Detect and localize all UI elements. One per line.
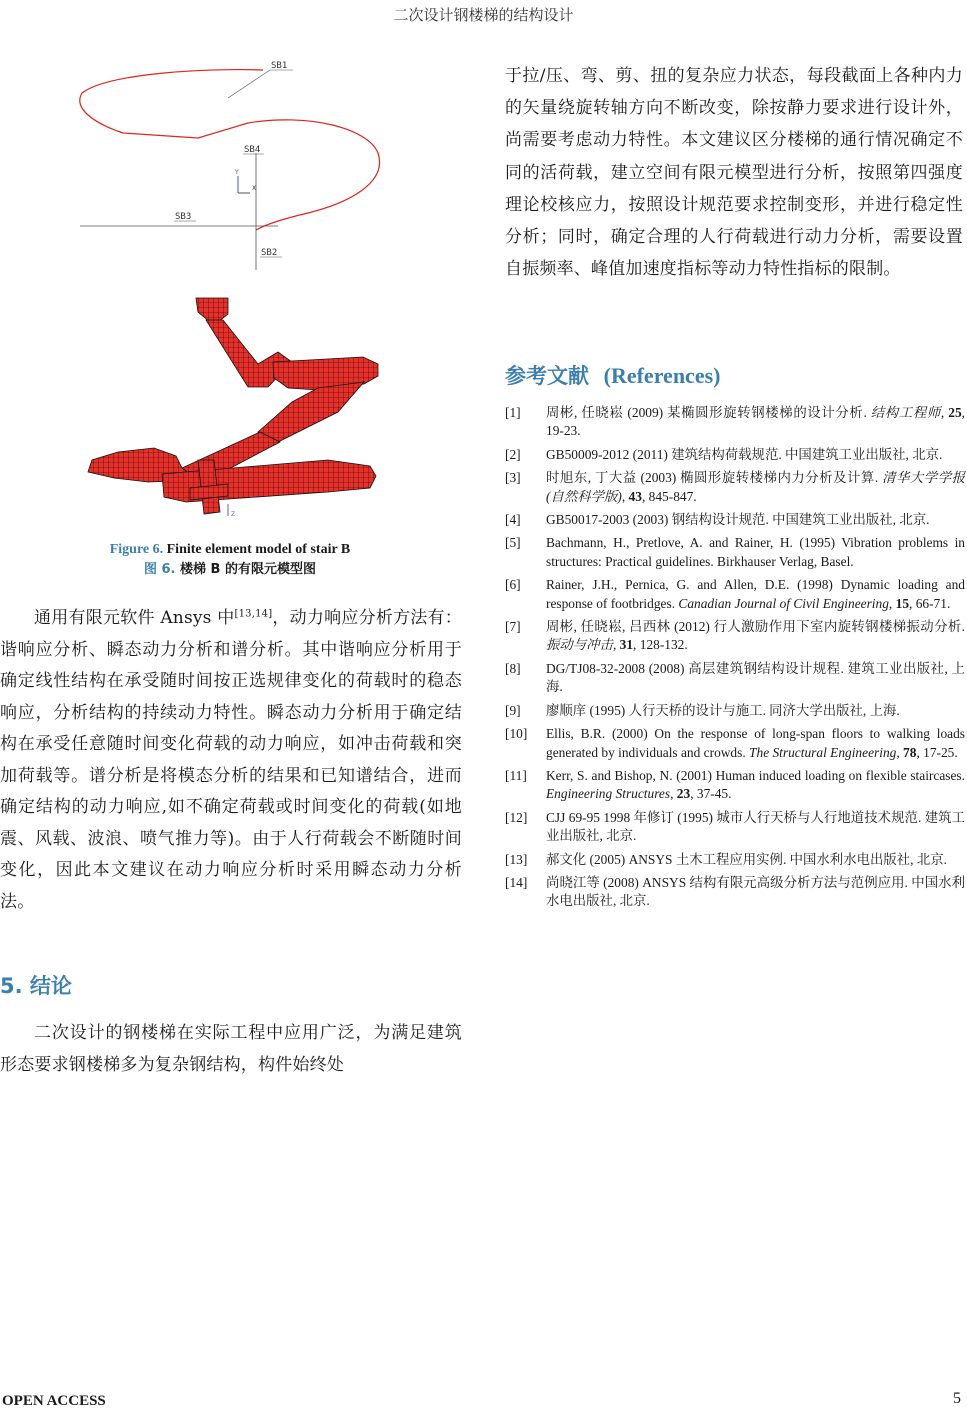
sb1-leader — [228, 70, 270, 98]
reference-text — [546, 469, 965, 506]
reference-item — [505, 534, 965, 571]
references-heading-zh: 参考文献 — [505, 364, 589, 388]
section-heading-conclusion: 5. 结论 — [0, 974, 72, 998]
reference-text — [546, 874, 965, 911]
coordinate-triad-icon — [234, 169, 256, 193]
label-sb2: SB2 — [261, 248, 278, 258]
reference-part-a: CJJ 69-95 1998 年修订 (1995) 城市人行天桥与人行地道技术规范. 建筑工业出版社, 北京. — [546, 809, 965, 844]
reference-text — [546, 702, 965, 720]
reference-number: [12] — [505, 809, 528, 825]
reference-number: [10] — [505, 726, 528, 742]
reference-part-c: , 128-132. — [633, 637, 688, 653]
reference-part-i: Engineering Structures — [546, 786, 671, 802]
figure-caption-zh — [0, 560, 460, 580]
para1-start: 通用有限元软件 Ansys 中 — [34, 608, 235, 628]
reference-part-c: , 37-45. — [690, 786, 732, 802]
reference-text — [546, 851, 965, 869]
reference-part-a: 时旭东, 丁大益 (2003) 椭圆形旋转楼梯内力分析及计算. — [546, 470, 883, 486]
reference-text — [546, 576, 965, 613]
para1-rest: ，动力响应分析方法有：谐响应分析、瞬态动力分析和谱分析。其中谐响应分析用于确定线性结构在承受随时间按正选规律变化的荷载时的稳态响应，分析结构的持续动力特性。瞬态动力分析用于确定结构在承受任意随时间变化荷载的动力响应，如冲击荷载和突加荷载等。谱分析是将模态分析的结果和已知谱结合，进而确定结构的动力响应,如不确定荷载或时间变化的荷载(如地震、风载、波浪、喷气推力等)。由于人行荷载会不断随时间变化，因此本文建议在动力响应分析时采用瞬态动力分析法。 — [0, 608, 462, 912]
reference-part-i: 振动与冲击 — [546, 637, 613, 653]
references-heading-en: (References) — [603, 363, 721, 388]
reference-part-bold: 31 — [619, 637, 634, 653]
label-sb1: SB1 — [271, 61, 288, 71]
figure-fem-mesh — [78, 292, 398, 520]
reference-number: [5] — [505, 535, 521, 551]
caption-zh-text: 楼梯 B 的有限元模型图 — [180, 562, 316, 577]
reference-item — [505, 874, 965, 911]
reference-text — [546, 534, 965, 571]
reference-part-c: , 19-23. — [546, 405, 965, 439]
reference-text — [546, 446, 965, 464]
reference-item — [505, 511, 965, 529]
reference-number: [9] — [505, 702, 521, 718]
fem-mesh-shape — [88, 298, 378, 514]
reference-number: [14] — [505, 874, 528, 890]
reference-item — [505, 618, 965, 655]
stair-centerline — [80, 70, 380, 230]
fem-axis-triad-icon — [228, 504, 235, 518]
reference-number: [2] — [505, 446, 521, 462]
reference-part-b: , — [612, 637, 620, 653]
reference-part-bold: 15 — [895, 595, 910, 611]
paragraph-dynamic-analysis — [0, 603, 462, 918]
paragraph-conclusion-continued: 于拉/压、弯、剪、扭的复杂应力状态，每段截面上各种内力的矢量绕旋转轴方向不断改变，除按静力要求进行设计外，尚需要考虑动力特性。本文建议区分楼梯的通行情况确定不同的活荷载，建立空间有限元模型进行分析，按照第四强度理论校核应力，按照设计规范要求控制变形，并进行稳定性分析；同时，确定合理的人行荷载进行动力分析，需要设置自振频率、峰值加速度指标等动力特性指标的限制。 — [505, 66, 963, 280]
reference-part-a: 周彬, 任晓崧 (2009) 某椭圆形旋转钢楼梯的设计分析. — [546, 405, 871, 420]
reference-part-i: 结构工程师 — [870, 405, 941, 420]
references-heading — [505, 360, 720, 390]
reference-item — [505, 725, 965, 762]
reference-part-b: , — [670, 786, 677, 802]
caption-zh-prefix: 图 6. — [143, 562, 176, 577]
axis-label-y: Y — [235, 169, 239, 176]
page-number: 5 — [953, 1390, 961, 1407]
reference-part-a: GB50009-2012 (2011) 建筑结构荷载规范. 中国建筑工业出版社, 北京. — [546, 446, 943, 462]
reference-item — [505, 851, 965, 869]
reference-part-b: , — [896, 744, 904, 760]
reference-part-a: 郝文化 (2005) ANSYS 土木工程应用实例. 中国水利水电出版社, 北京. — [546, 851, 947, 867]
reference-item — [505, 446, 965, 464]
reference-item — [505, 469, 965, 506]
reference-part-a: Bachmann, H., Pretlove, A. and Rainer, H. (1995) Vibration problems in structures: Practical guidelines. Birkhauser Verlag, Basel. — [546, 535, 965, 569]
reference-part-a: Kerr, S. and Bishop, N. (2001) Human induced loading on flexible staircases. — [546, 767, 965, 783]
reference-number: [11] — [505, 767, 527, 783]
reference-number: [4] — [505, 512, 521, 528]
reference-item — [505, 660, 965, 697]
reference-text — [546, 767, 965, 804]
reference-number: [7] — [505, 619, 521, 635]
figure-caption — [0, 540, 460, 580]
reference-number: [13] — [505, 851, 528, 867]
figure-wireframe-diagram — [78, 58, 398, 273]
reference-part-a: DG/TJ08-32-2008 (2008) 高层建筑钢结构设计规程. 建筑工业出版社, 上海. — [546, 660, 965, 695]
reference-part-a: 廖顺庠 (1995) 人行天桥的设计与施工. 同济大学出版社, 上海. — [546, 702, 900, 718]
reference-part-a: GB50017-2003 (2003) 钢结构设计规范. 中国建筑工业出版社, 北京. — [546, 512, 930, 528]
label-sb4: SB4 — [244, 145, 261, 155]
reference-text — [546, 618, 965, 655]
figure-caption-en — [0, 540, 460, 560]
paragraph-conclusion: 二次设计的钢楼梯在实际工程中应用广泛，为满足建筑形态要求钢楼梯多为复杂钢结构，构件始终处 — [0, 1023, 462, 1075]
reference-part-a: Rainer, J.H., Pernica, G. and Allen, D.E. (1998) Dynamic loading and response of footbridges. — [546, 577, 965, 611]
reference-list — [505, 404, 965, 916]
reference-item — [505, 767, 965, 804]
reference-number: [8] — [505, 660, 521, 676]
reference-part-i: Canadian Journal of Civil Engineering — [678, 595, 889, 611]
label-sb3: SB3 — [175, 212, 192, 222]
axis-label-x: X — [252, 185, 257, 192]
reference-part-a: Ellis, B.R. (2000) On the response of long-span floors to walking loads generated by individuals and crowds. — [546, 726, 965, 760]
reference-part-bold: 78 — [903, 744, 917, 760]
reference-part-c: , 66-71. — [909, 595, 951, 611]
reference-part-b: , — [940, 405, 949, 420]
reference-item — [505, 576, 965, 613]
reference-part-c: , 17-25. — [916, 744, 958, 760]
caption-en-prefix: Figure 6. — [109, 542, 164, 557]
reference-item — [505, 809, 965, 846]
reference-part-i: The Structural Engineering — [749, 744, 897, 760]
reference-text — [546, 809, 965, 846]
fem-axis-label-z: Z — [231, 511, 236, 518]
reference-item — [505, 702, 965, 720]
caption-en-text: Finite element model of stair B — [166, 542, 351, 557]
reference-part-b: , — [621, 488, 629, 504]
running-head: 二次设计钢楼梯的结构设计 — [393, 6, 574, 24]
reference-number: [1] — [505, 405, 521, 420]
reference-part-bold: 43 — [628, 488, 642, 504]
reference-number: [3] — [505, 470, 521, 486]
reference-part-b: , — [888, 595, 896, 611]
reference-part-bold: 25 — [948, 405, 962, 420]
reference-text — [546, 725, 965, 762]
reference-part-a: 周彬, 任晓崧, 吕西林 (2012) 行人激励作用下室内旋转钢楼梯振动分析. — [546, 619, 965, 635]
reference-text — [546, 511, 965, 529]
reference-part-c: , 845-847. — [641, 488, 697, 504]
footer-open-access: OPEN ACCESS — [2, 1393, 106, 1409]
reference-part-a: 尚晓江等 (2008) ANSYS 结构有限元高级分析方法与范例应用. 中国水利水电出版社, 北京. — [546, 874, 965, 909]
reference-part-bold: 23 — [676, 786, 691, 802]
citation-13-14[interactable]: [13,14] — [234, 608, 273, 620]
reference-text — [546, 404, 965, 441]
reference-number: [6] — [505, 577, 521, 593]
reference-part-i: 清华大学学报(自然科学版) — [546, 470, 966, 504]
reference-text — [546, 660, 965, 697]
reference-item — [505, 404, 965, 441]
